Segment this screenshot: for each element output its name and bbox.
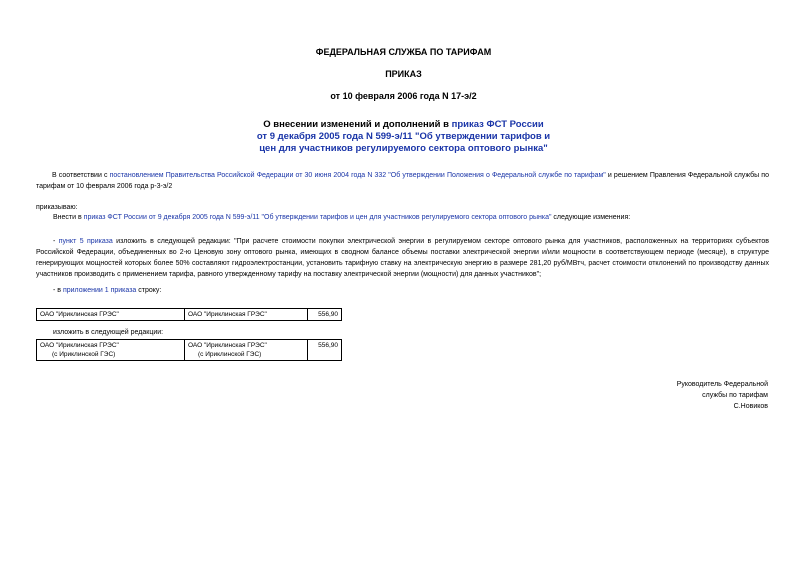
cell-line: ОАО "Ириклинская ГРЭС" [40, 342, 119, 349]
table-cell [185, 340, 308, 361]
order-word: приказываю: [36, 204, 78, 211]
preamble-text-2: и решением Правления Федеральной службы по тарифам от 10 февраля 2006 года р-3-э/2 [36, 172, 769, 190]
item-1-text-1: - [53, 238, 59, 245]
preamble-paragraph [36, 170, 769, 192]
item-2-paragraph [53, 285, 161, 296]
table-row [37, 309, 342, 321]
document-date-number: от 10 февраля 2006 года N 17-э/2 [330, 91, 477, 101]
table-row [37, 340, 342, 361]
cell-line: (с Ириклинской ГЭС) [52, 351, 116, 358]
document-subject [0, 119, 807, 155]
intro-text-1: Внести в [53, 214, 84, 221]
item-1-paragraph [36, 236, 769, 280]
subject-link-order[interactable]: приказ ФСТ России [451, 119, 544, 130]
item-2-link-appendix[interactable]: приложении 1 приказа [62, 287, 137, 294]
subject-link-line-2[interactable]: от 9 декабря 2005 года N 599-э/11 "Об утверждении тарифов и [256, 131, 551, 142]
intro-link-order[interactable]: приказ ФСТ России от 9 декабря 2005 года N 599-э/11 "Об утверждении тарифов и цен для участников регулируемого сектора оптового рынка" [83, 214, 552, 221]
replacement-note: изложить в следующей редакции: [53, 329, 164, 336]
cell-line: (с Ириклинской ГЭС) [198, 351, 262, 358]
document-type: ПРИКАЗ [385, 69, 422, 79]
item-1-link-clause[interactable]: пункт 5 приказа [58, 238, 113, 245]
signature-agency: службы по тарифам [702, 392, 768, 399]
new-row-table [36, 339, 342, 361]
item-2-text-2: строку: [136, 287, 162, 294]
preamble-text-1: В соответствии с [52, 172, 110, 179]
table-cell [37, 340, 185, 361]
subject-text: О внесении изменений и дополнений в [263, 119, 452, 130]
item-1-text-2: изложить в следующей редакции: "При расчете стоимости покупки электрической энергии в регулируемом секторе оптового рынка для участников, расположенных на территориях субъектов Российской Федерации, объединенных во 2-ю Ценовую зону оптового рынка, имеющих в сводном балансе объемы поставки электрической энергии и/или мощности в соответствующем периоде (месяце), в структуре генерирующих мощностей которых более 50% составляют гидроэлектростанции, установить тарифную ставку на электрическую энергию в размере 281,20 руб/МВтч, расчет стоимости отклонений по производству данных участников производить с применением тарифа, равного утвержденному тарифу на поставку электрической энергии (мощности) для данных участников"; [36, 238, 769, 278]
signature-block [600, 379, 768, 412]
signature-name: С.Новиков [733, 403, 768, 410]
table-cell: ОАО "Ириклинская ГРЭС" [37, 309, 185, 321]
signature-position: Руководитель Федеральной [676, 381, 768, 388]
table-cell: 556,90 [308, 309, 342, 321]
item-2-text-1: - в [53, 287, 63, 294]
table-cell: ОАО "Ириклинская ГРЭС" [185, 309, 308, 321]
agency-title: ФЕДЕРАЛЬНАЯ СЛУЖБА ПО ТАРИФАМ [315, 47, 492, 57]
subject-link-line-3[interactable]: цен для участников регулируемого сектора оптового рынка" [259, 143, 548, 154]
subject-line-1 [0, 119, 807, 131]
preamble-link-resolution[interactable]: постановлением Правительства Российской Федерации от 30 июня 2004 года N 332 "Об утверждении Положения о Федеральной службе по тарифам" [109, 172, 606, 179]
cell-line: ОАО "Ириклинская ГРЭС" [188, 342, 267, 349]
original-row-table [36, 308, 342, 321]
intro-paragraph [53, 212, 769, 223]
intro-text-2: следующие изменения: [551, 214, 631, 221]
table-cell: 556,90 [308, 340, 342, 361]
